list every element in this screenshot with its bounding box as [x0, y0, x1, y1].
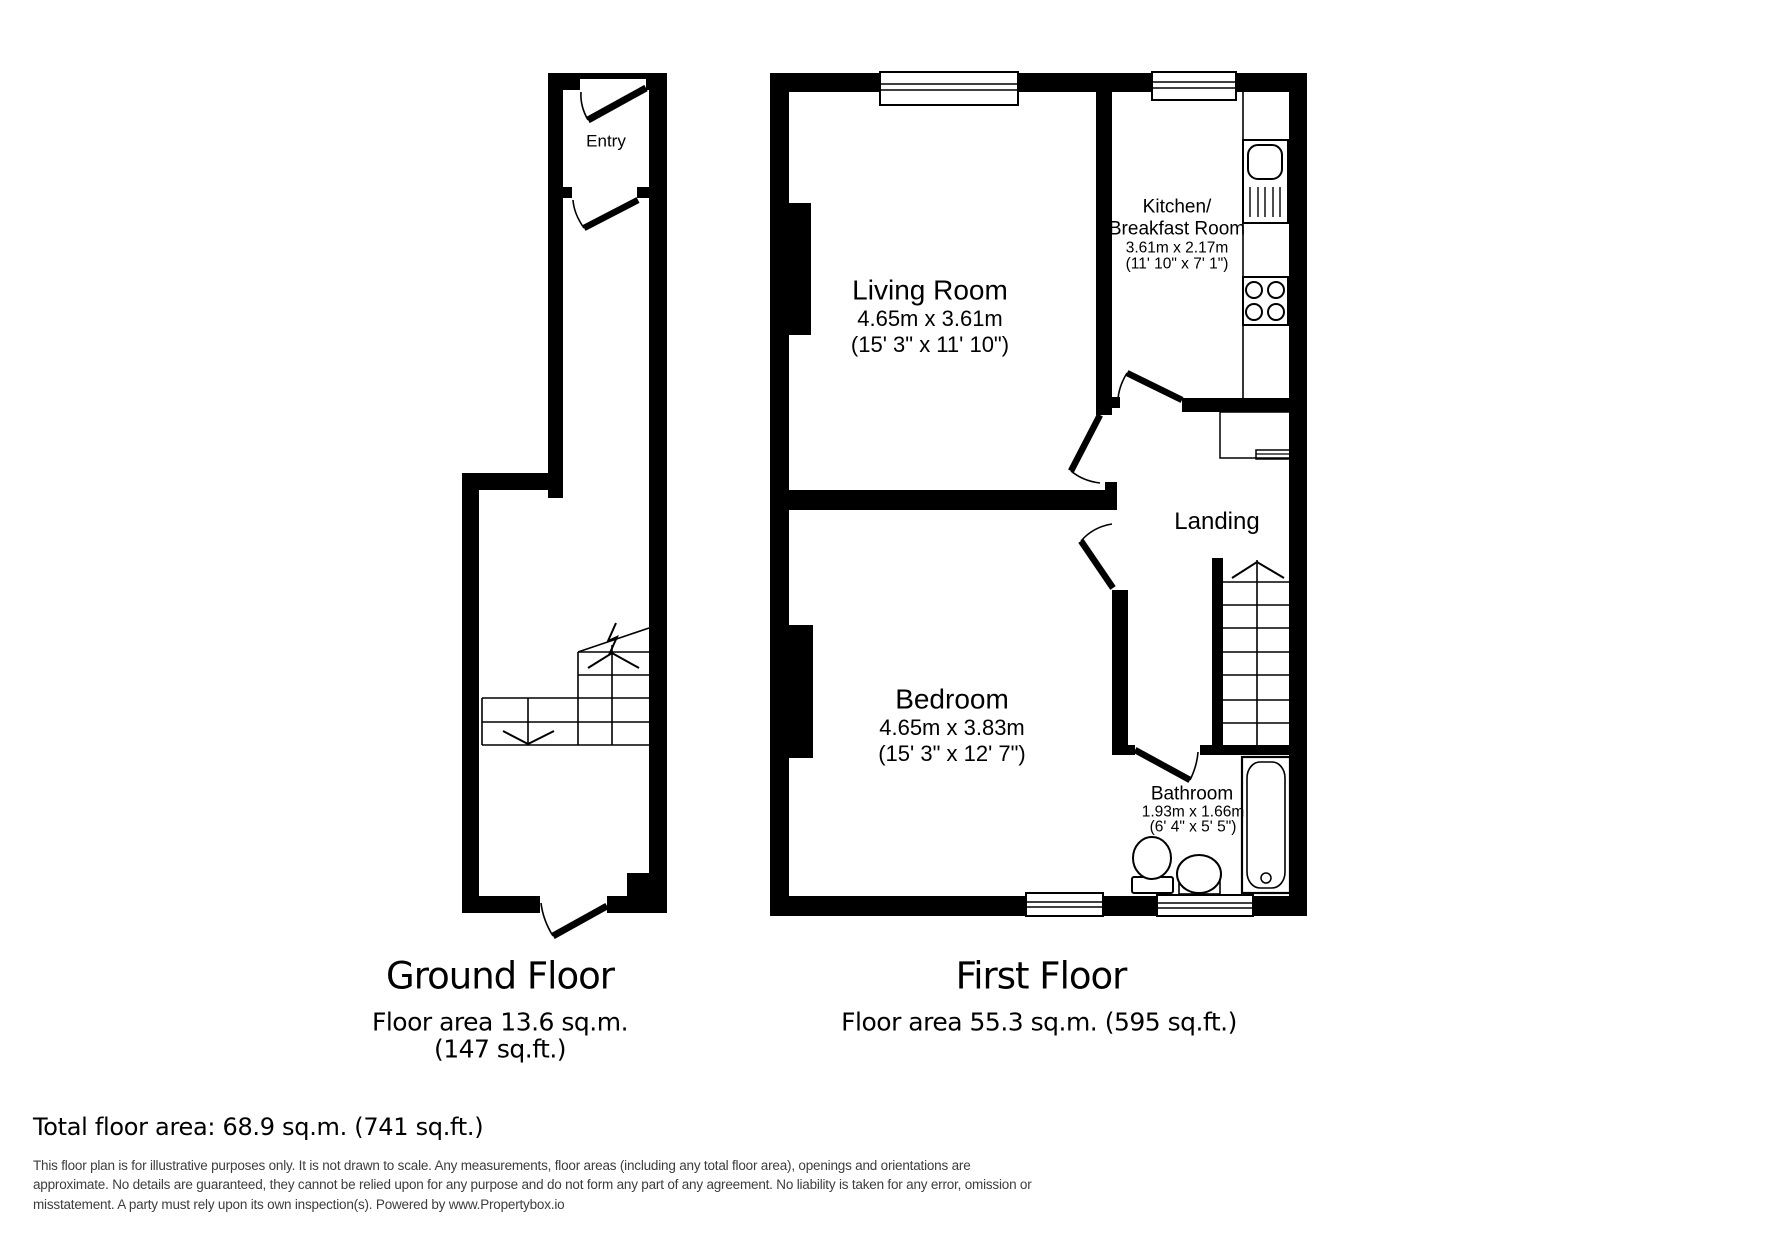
- bedroom-door-arc: [1081, 524, 1112, 541]
- first-floor-stairs: [1223, 560, 1289, 745]
- bedroom-dim-metric: 4.65m x 3.83m: [879, 714, 1025, 740]
- bathroom-door-leaf: [1135, 750, 1190, 780]
- first-floor-area: Floor area 55.3 sq.m. (595 sq.ft.): [841, 1007, 1237, 1037]
- living-room-label: Living Room: [852, 274, 1008, 306]
- bathtub-inner: [1247, 762, 1285, 888]
- wall: [462, 896, 540, 913]
- disclaimer-line: misstatement. A party must rely upon its own inspection(s). Powered by www.Propertybox.io: [33, 1196, 565, 1212]
- door-stub: [560, 187, 572, 198]
- living-room-door-arc: [1071, 471, 1100, 483]
- door-stub: [637, 187, 649, 198]
- first-floor-doors: [1071, 373, 1198, 780]
- rear-door-swing-arc: [541, 903, 553, 936]
- wall: [627, 873, 649, 896]
- first-floor-title: First Floor: [955, 954, 1127, 998]
- hob-ring: [1246, 304, 1262, 320]
- hob-ring: [1268, 282, 1284, 298]
- stairs-up-chevron: [588, 653, 639, 668]
- living-room-dim-imperial: (15' 3" x 11' 10"): [850, 331, 1010, 357]
- wall: [1289, 73, 1307, 916]
- ground-floor-area-line1: Floor area 13.6 sq.m.: [371, 1007, 629, 1037]
- kitchen-label-line2: Breakfast Room: [1108, 218, 1246, 240]
- living-room-window: [880, 72, 1018, 105]
- bathroom-dim-metric: 1.93m x 1.66m: [1141, 803, 1245, 821]
- wall: [462, 473, 479, 913]
- bathroom-door-arc: [1190, 752, 1198, 780]
- wall: [1096, 92, 1112, 415]
- wall: [607, 896, 649, 913]
- hob-ring: [1268, 304, 1284, 320]
- wall: [1105, 482, 1117, 490]
- wall: [1212, 558, 1223, 753]
- wall: [1112, 590, 1128, 755]
- chimney-breast: [789, 625, 813, 758]
- bedroom-label: Bedroom: [895, 683, 1009, 715]
- ground-floor-stairs: [482, 623, 649, 745]
- landing-cupboard: [1220, 412, 1292, 459]
- ground-floor-title: Ground Floor: [386, 954, 614, 998]
- disclaimer: [33, 1156, 1032, 1214]
- rear-door-leaf: [553, 906, 607, 936]
- kitchen-door-leaf: [1127, 373, 1182, 400]
- bedroom-window: [1026, 893, 1103, 916]
- landing-label: Landing: [1174, 507, 1260, 535]
- entry-door-leaf: [588, 88, 646, 120]
- chimney-breast: [789, 203, 811, 335]
- entry-door-opening: [580, 79, 646, 90]
- bathroom-label: Bathroom: [1150, 783, 1234, 805]
- toilet-bowl: [1133, 837, 1171, 879]
- wall: [649, 73, 667, 913]
- wash-basin: [1177, 855, 1221, 893]
- ground-floor-plan: [462, 73, 667, 936]
- kitchen-dim-imperial: (11' 10" x 7' 1"): [1125, 255, 1229, 273]
- kitchen-label-line1: Kitchen/: [1142, 196, 1212, 218]
- hob-ring: [1246, 282, 1262, 298]
- kitchen-sink-bowl: [1248, 145, 1282, 179]
- bathtub-drain: [1261, 873, 1271, 883]
- wall: [770, 73, 789, 916]
- entry-door-swing-arc: [581, 92, 588, 120]
- door-stub: [1120, 745, 1135, 755]
- total-floor-area: Total floor area: 68.9 sq.m. (741 sq.ft.): [33, 1113, 484, 1141]
- kitchen-dim-metric: 3.61m x 2.17m: [1125, 239, 1229, 257]
- hall-door-swing-arc: [573, 200, 584, 228]
- entry-label: Entry: [586, 131, 626, 151]
- wall: [1182, 398, 1307, 412]
- bathroom-dim-imperial: (6' 4" x 5' 5"): [1149, 818, 1237, 836]
- disclaimer-line: This floor plan is for illustrative purposes only. It is not drawn to scale. Any measurements, floor areas (including any total floor area), openings and orientations are: [33, 1158, 971, 1173]
- bedroom-door-leaf: [1081, 541, 1113, 588]
- kitchen-window: [1152, 72, 1236, 100]
- disclaimer-line: approximate. No details are guaranteed, they cannot be relied upon for any purpose and do not form any part of any agreement. No liability is taken for any error, omission or: [33, 1177, 1032, 1193]
- ground-floor-area-line2: (147 sq.ft.): [433, 1034, 567, 1064]
- hall-door-leaf: [584, 200, 638, 228]
- wall: [789, 490, 1117, 510]
- kitchen-fittings: [1243, 92, 1288, 398]
- living-room-dim-metric: 4.65m x 3.61m: [857, 305, 1003, 331]
- kitchen-door-arc: [1118, 373, 1127, 399]
- bedroom-dim-imperial: (15' 3" x 12' 7"): [878, 740, 1026, 766]
- wall: [548, 73, 563, 498]
- living-room-door-leaf: [1071, 415, 1100, 471]
- stairs-up-chevron: [1232, 562, 1284, 578]
- bathroom-window: [1157, 895, 1253, 916]
